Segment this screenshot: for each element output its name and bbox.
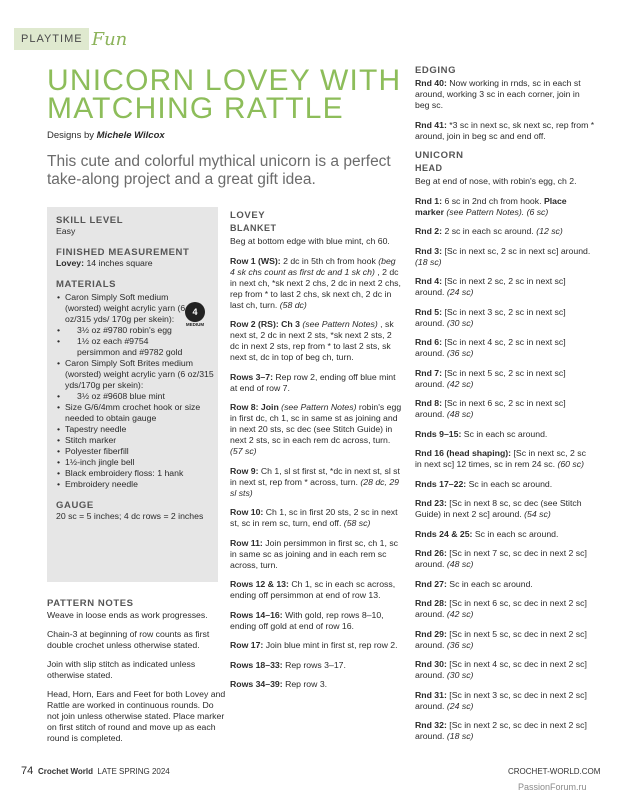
instruction-row: Rows 18–33: Rep rows 3–17. (230, 659, 346, 670)
instruction-row: Rnd 2: 2 sc in each sc around. (12 sc) (415, 226, 563, 236)
head-subheading: HEAD (415, 163, 443, 173)
instruction-row: Rnd 41: *3 sc in next sc, sk next sc, rep from * around, join in beg sc and end off. (415, 119, 595, 141)
intro-text: This cute and colorful mythical unicorn is a perfect take-along project and a great gift idea. (47, 153, 391, 188)
instruction-row: Rnds 24 & 25: Sc in each sc around. (415, 528, 559, 539)
section-tag (14, 28, 127, 50)
instruction-row: Rnd 29: [Sc in next 5 sc, sc dec in next 2 sc] around. (36 sc) (415, 628, 587, 650)
instruction-row: Rnds 9–15: Sc in each sc around. (415, 428, 548, 439)
footer-magazine: Crochet World LATE SPRING 2024 (38, 767, 170, 776)
instruction-row: Row 17: Join blue mint in first st, rep row 2. (230, 640, 398, 650)
watermark: PassionForum.ru (518, 782, 587, 792)
blanket-subheading: BLANKET (230, 223, 277, 233)
page-number: 74 (21, 765, 34, 777)
list-item: • 3½ oz #9780 robin's egg (65, 325, 191, 336)
list-item: • Stitch marker (65, 435, 191, 446)
instruction-row: Rows 34–39: Rep row 3. (230, 679, 328, 689)
section-label: PLAYTIME (14, 28, 89, 50)
yarn-weight-icon: 4 MEDIUM (183, 302, 207, 330)
notes-heading: PATTERN NOTES (47, 598, 134, 609)
list-item: • Caron Simply Soft Brites medium (worsted) weight acrylic yarn (6 oz/315 yds/170g per skein): (65, 358, 215, 391)
instruction-row: Rows 12 & 13: Ch 1, sc in each sc across, ending off persimmon at end of row 13. (230, 579, 396, 600)
materials-heading: MATERIALS (56, 279, 117, 290)
designer-name: Michele Wilcox (96, 130, 165, 141)
instruction-row: Rnd 27: Sc in each sc around. (415, 578, 533, 589)
instruction-row: Row 2 (RS): Ch 3 (see Pattern Notes) , sk next st, 2 dc in next 2 sts, *sk next 2 sts, 2 dc in next 2 sts, rep from * to last 2 sts, sk next st, dc in top of beg ch, turn. (230, 319, 394, 362)
list-item: • 1½ oz each #9754 persimmon and #9782 gold (65, 336, 191, 358)
instruction-row: Rnd 7: [Sc in next 5 sc, 2 sc in next sc] around. (42 sc) (415, 367, 566, 389)
gauge-value: 20 sc = 5 inches; 4 dc rows = 2 inches (56, 511, 204, 521)
instruction-row: Rows 3–7: Rep row 2, ending off blue mint at end of row 7. (230, 371, 396, 393)
list-item: • Size G/6/4mm crochet hook or size needed to obtain gauge (65, 402, 215, 424)
pattern-notes: PATTERN NOTES Weave in loose ends as work progresses. Chain-3 at beginning of row counts as first double crochet unless otherwise stated. Join with slip stitch as indicated unless otherwise stated. Head, Horn, Ears and Feet for both Lovey and Rattle are worked in continuous rounds. Do not join unless otherwise stated. Place marker on first stitch of round and move up as each round is completed. (47, 598, 226, 743)
instruction-row: Row 8: Join (see Pattern Notes) robin's egg in first dc, ch 1, sc in same st as joining and in next 20 sts, sc dec (see Stitch Guide) in next 2 sts, sc in each rem dc across, turn. (57 sc) (230, 402, 402, 456)
instruction-row: Row 1 (WS): 2 dc in 5th ch from hook (beg 4 sk chs count as first dc and 1 sk ch) , 2 dc in next ch, *sk next 2 chs, 2 dc in next 2 chs, rep from * to last 2 chs, sk next ch, 2 dc in last ch, turn. (58 dc) (230, 255, 401, 310)
page-title: UNICORN LOVEY WITH MATCHING RATTLE (47, 64, 402, 125)
list-item: • Tapestry needle (65, 424, 191, 435)
lovey-heading: LOVEY (230, 210, 266, 221)
unicorn-heading: UNICORN (415, 150, 464, 161)
lovey-column: LOVEY BLANKET Beg at bottom edge with blue mint, ch 60. Row 1 (WS): 2 dc in 5th ch from hook (beg 4 sk chs count as first dc and 1 sk ch) , 2 dc in next ch, *sk next 2 chs, 2 dc in next 2 chs, rep from * to last 2 chs, sk next ch, 2 dc in last ch, turn. (58 dc) Row 2 (RS): Ch 3 (see Pattern Notes) , sk next st, 2 dc in next 2 sts, *sk next 2 sts, 2 dc in next 2 sts, rep from * to last 2 sts, sk next st, dc in top of beg ch, turn. Rows 3–7: Rep row 2, ending off blue mint at end of row 7. Row 8: Join (see Pattern Notes) robin's egg in first dc, ch 1, sc in same st as joining and in next 20 sts, sc dec (see Stitch Guide) in next 2 sts, sc in each rem dc across, turn. (57 sc) Row 9: Ch 1, sl st first st, *dc in next st, sl st in next st, rep from * across, turn. (28 dc, 29 sl sts) Row 10: Ch 1, sc in first 20 sts, 2 sc in next st, sc in rem sc, turn, end off. (58 sc) Row 11: Join persimmon in first sc, ch 1, sc in same sc as joining and in each rem sc across, turn. Rows 12 & 13: Ch 1, sc in each sc across, ending off persimmon at end of row 13. Rows 14–16: With gold, rep rows 8–10, ending off gold at end of row 16. Row 17: Join blue mint in first st, rep row 2. Rows 18–33: Rep rows 3–17. Rows 34–39: Rep row 3. (230, 210, 402, 689)
finished-heading: FINISHED MEASUREMENT (56, 247, 190, 258)
instruction-row: Rnd 31: [Sc in next 3 sc, sc dec in next 2 sc] around. (24 sc) (415, 689, 587, 711)
list-item: • Embroidery needle (65, 479, 191, 490)
instruction-row: Rnd 30: [Sc in next 4 sc, sc dec in next 2 sc] around. (30 sc) (415, 659, 587, 680)
instruction-row: Row 11: Join persimmon in first sc, ch 1, sc in same sc as joining and in each rem sc across, turn. (230, 537, 399, 570)
instruction-row: Rnd 40: Now working in rnds, sc in each st around, working 3 sc in each corner, join in beg sc. (415, 78, 581, 110)
instruction-row: Rnd 4: [Sc in next 2 sc, 2 sc in next sc] around. (24 sc) (415, 276, 566, 297)
instruction-row: Rnd 16 (head shaping): [Sc in next sc, 2 sc in next sc] 12 times, sc in rem 24 sc. (60 sc) (415, 448, 586, 469)
instruction-row: Rnd 26: [Sc in next 7 sc, sc dec in next 2 sc] around. (48 sc) (415, 548, 587, 569)
instruction-row: Rnds 17–22: Sc in each sc around. (415, 478, 553, 489)
instruction-row: Rows 14–16: With gold, rep rows 8–10, ending off gold at end of row 16. (230, 609, 384, 631)
info-sidebar (47, 207, 218, 582)
instruction-row: Rnd 8: [Sc in next 6 sc, 2 sc in next sc] around. (48 sc) (415, 398, 566, 419)
list-item: • 1½-inch jingle bell (65, 457, 191, 468)
gauge-heading: GAUGE (56, 500, 94, 511)
instruction-row: Rnd 23: [Sc in next 8 sc, sc dec (see Stitch Guide) in next 2 sc] around. (54 sc) (415, 498, 582, 519)
instruction-row: Row 10: Ch 1, sc in first 20 sts, 2 sc in next st, sc in rem sc, turn, end off. (58 sc) (230, 507, 398, 528)
section-script: Fun (91, 28, 128, 50)
instruction-row: Rnd 28: [Sc in next 6 sc, sc dec in next 2 sc] around. (42 sc) (415, 598, 587, 619)
instructions-column: EDGING Rnd 40: Now working in rnds, sc in each st around, working 3 sc in each corner, join in beg sc. Rnd 41: *3 sc in next sc, sk next sc, rep from * around, join in beg sc and end off. UNICORN HEAD Beg at end of nose, with robin's egg, ch 2. Rnd 1: 6 sc in 2nd ch from hook. Place marker (see Pattern Notes). (6 sc) Rnd 2: 2 sc in each sc around. (12 sc) Rnd 3: [Sc in next sc, 2 sc in next sc] around. (18 sc) Rnd 4: [Sc in next 2 sc, 2 sc in next sc] around. (24 sc) Rnd 5: [Sc in next 3 sc, 2 sc in next sc] around. (30 sc) Rnd 6: [Sc in next 4 sc, 2 sc in next sc] around. (36 sc) Rnd 7: [Sc in next 5 sc, 2 sc in next sc] around. (42 sc) Rnd 8: [Sc in next 6 sc, 2 sc in next sc] around. (48 sc) Rnds 9–15: Sc in each sc around. Rnd 16 (head shaping): [Sc in next sc, 2 sc in next sc] 12 times, sc in rem 24 sc. (60 sc) Rnds 17–22: Sc in each sc around. Rnd 23: [Sc in next 8 sc, sc dec (see Stitch Guide) in next 2 sc] around. (54 sc) Rnds 24 & 25: Sc in each sc around. Rnd 26: [Sc in next 7 sc, sc dec in next 2 sc] around. (48 sc) Rnd 27: Sc in each sc around. Rnd 28: [Sc in next 6 sc, sc dec in next 2 sc] around. (42 sc) Rnd 29: [Sc in next 5 sc, sc dec in next 2 sc] around. (36 sc) Rnd 30: [Sc in next 4 sc, sc dec in next 2 sc] around. (30 sc) Rnd 31: [Sc in next 3 sc, sc dec in next 2 sc] around. (24 sc) Rnd 32: [Sc in next 2 sc, sc dec in next 2 sc] around. (18 sc) (415, 65, 595, 741)
round-1: Rnd 1: 6 sc in 2nd ch from hook. Place marker (see Pattern Notes). (6 sc) (415, 195, 567, 217)
skill-value: Easy (56, 226, 76, 236)
instruction-row: Rnd 5: [Sc in next 3 sc, 2 sc in next sc] around. (30 sc) (415, 306, 566, 328)
instruction-row: Rnd 6: [Sc in next 4 sc, 2 sc in next sc] around. (36 sc) (415, 337, 566, 358)
instruction-row: Row 9: Ch 1, sl st first st, *dc in next st, sl st in next st, rep from * across, turn. (28 dc, 29 sl sts) (230, 465, 400, 498)
list-item: • Polyester fiberfill (65, 446, 191, 457)
skill-heading: SKILL LEVEL (56, 215, 124, 226)
edging-heading: EDGING (415, 65, 457, 76)
finished-value: Lovey: 14 inches square (56, 258, 153, 268)
list-item: • Caron Simply Soft medium (worsted) weight acrylic yarn (6 oz/315 yds/ 170g per skein): (65, 292, 191, 325)
instruction-row: Rnd 3: [Sc in next sc, 2 sc in next sc] around. (18 sc) (415, 245, 591, 267)
footer-site: CROCHET-WORLD.COM (508, 767, 601, 776)
list-item: • 3½ oz #9608 blue mint (65, 391, 191, 402)
instruction-row: Rnd 32: [Sc in next 2 sc, sc dec in next 2 sc] around. (18 sc) (415, 720, 587, 741)
byline: Designs by Michele Wilcox (47, 130, 165, 141)
list-item: • Black embroidery floss: 1 hank (65, 468, 191, 479)
